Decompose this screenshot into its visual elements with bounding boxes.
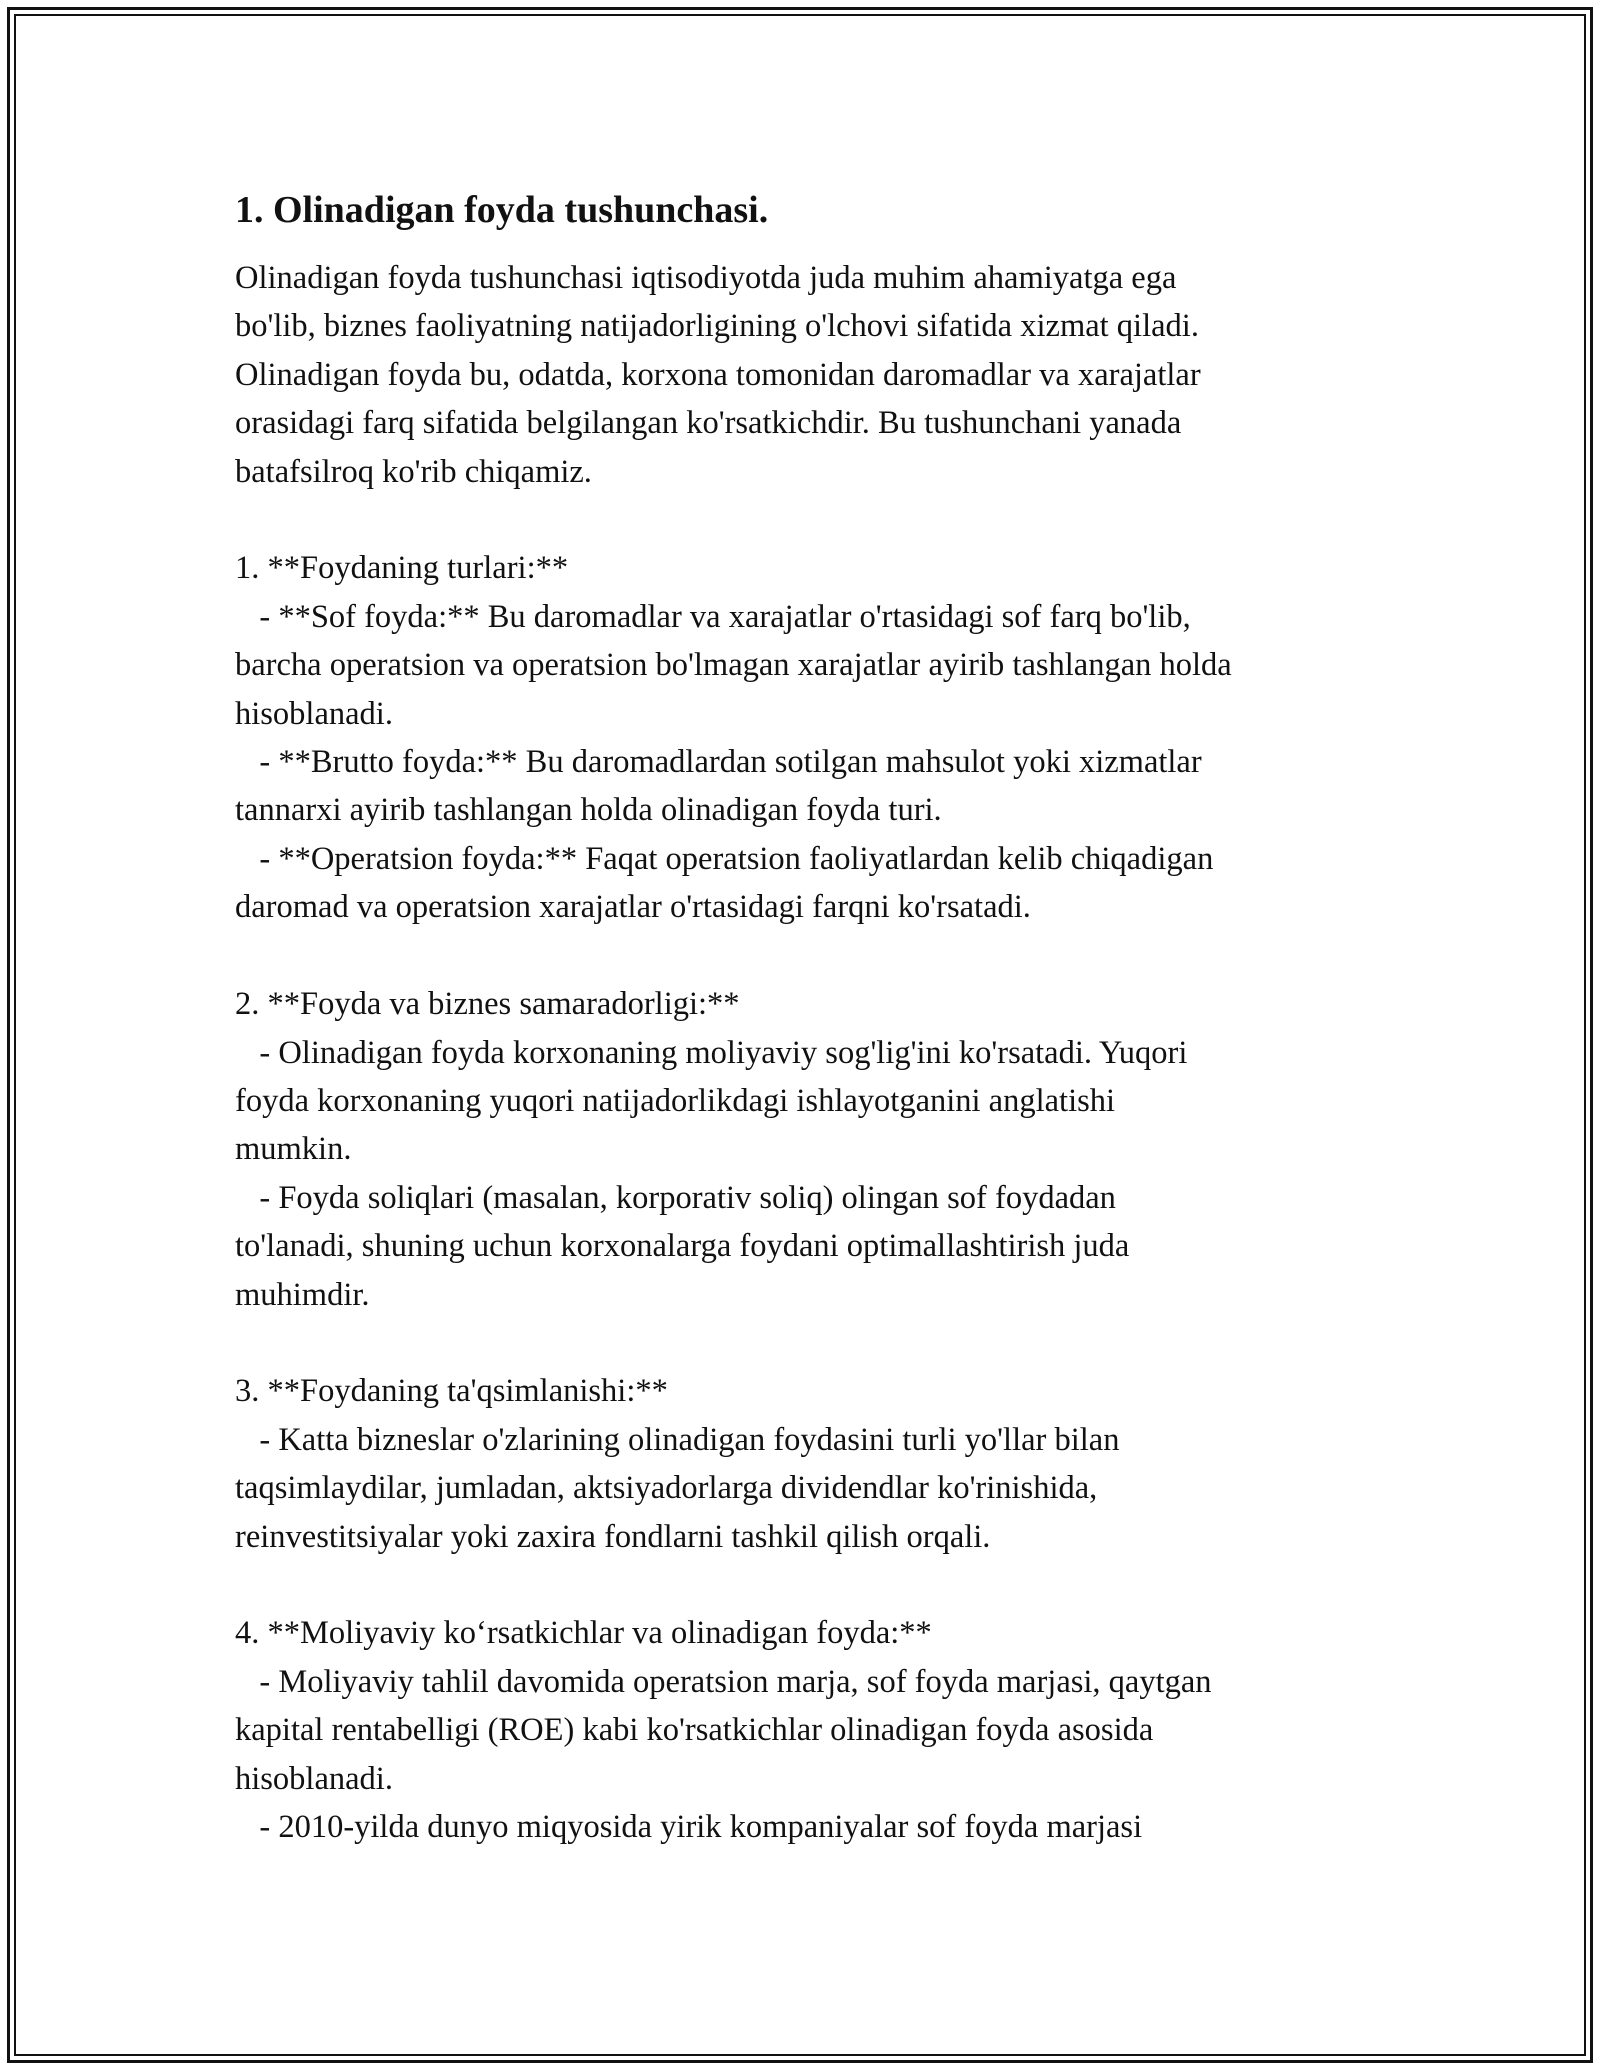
document-page <box>235 186 1385 1851</box>
page-title: 1. Olinadigan foyda tushunchasi. <box>235 189 769 231</box>
document-body: Olinadigan foyda tushunchasi iqtisodiyotda juda muhim ahamiyatga ega bo'lib, biznes faoliyatning natijadorligining o'lchovi sifatida xizmat qiladi. Olinadigan foyda bu, odatda, korxona tomonidan daromadlar va xarajatlar orasidagi farq sifatida belgilangan ko'rsatkichdir. Bu tushunchani yanada batafsilroq ko'rib chiqamiz. 1. **Foydaning turlari:** - **Sof foyda:** Bu daromadlar va xarajatlar o'rtasidagi sof farq bo'lib, barcha operatsion va operatsion bo'lmagan xarajatlar ayirib tashlangan holda hisoblanadi. - **Brutto foyda:** Bu daromadlardan sotilgan mahsulot yoki xizmatlar tannarxi ayirib tashlangan holda olinadigan foyda turi. - **Operatsion foyda:** Faqat operatsion faoliyatlardan kelib chiqadigan daromad va operatsion xarajatlar o'rtasidagi farqni ko'rsatadi. 2. **Foyda va biznes samaradorligi:** - Olinadigan foyda korxonaning moliyaviy sog'lig'ini ko'rsatadi. Yuqori foyda korxonaning yuqori natijadorlikdagi ishlayotganini anglatishi mumkin. - Foyda soliqlari (masalan, korporativ soliq) olingan sof foydadan to'lanadi, shuning uchun korxonalarga foydani optimallashtirish juda muhimdir. 3. **Foydaning ta'qsimlanishi:** - Katta bizneslar o'zlarining olinadigan foydasini turli yo'llar bilan taqsimlaydilar, jumladan, aktsiyadorlarga dividendlar ko'rinishida, reinvestitsiyalar yoki zaxira fondlarni tashkil qilish orqali. 4. **Moliyaviy ko‘rsatkichlar va olinadigan foyda:** - Moliyaviy tahlil davomida operatsion marja, sof foyda marjasi, qaytgan kapital rentabelligi (ROE) kabi ko'rsatkichlar olinadigan foyda asosida hisoblanadi. - 2010-yilda dunyo miqyosida yirik kompaniyalar sof foyda marjasi <box>235 260 1232 1845</box>
